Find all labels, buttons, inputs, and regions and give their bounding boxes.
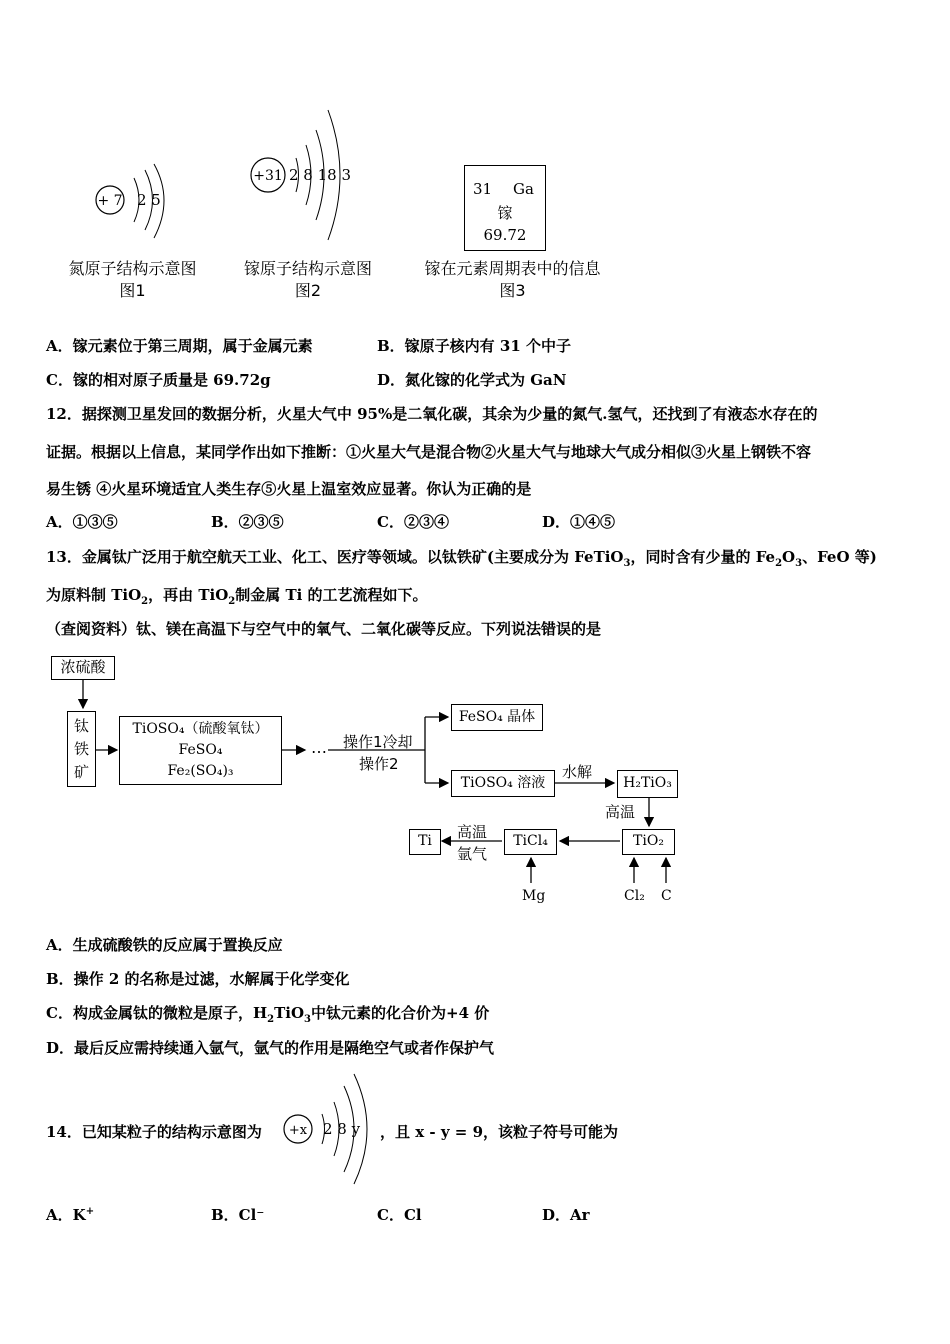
gallium-shells: 2 8 18 3 [289, 166, 352, 184]
q13-option-b: B．操作 2 的名称是过滤，水解属于化学变化 [46, 970, 350, 988]
q14-option-b: B．Cl⁻ [211, 1206, 265, 1224]
gallium-periodic-cell [464, 165, 546, 251]
q14-option-d: D．Ar [542, 1206, 590, 1224]
q11-option-a: A．镓元素位于第三周期，属于金属元素 [46, 337, 313, 355]
particle-structure-diagram [282, 1072, 382, 1187]
q13-stem-line1: 13．金属钛广泛用于航空航天工业、化工、医疗等领域。以钛铁矿(主要成分为 FeTiO$_3$，同时含有少量的 $Fe_2O_3$、FeO 等) [46, 548, 877, 569]
q12-stem-line1: 12．据探测卫星发回的数据分析，火星大气中 95%是二氧化碳，其余为少量的氮气.氢气，还找到了有液态水存在的 [46, 405, 818, 423]
sulfate-mixture-box: TiOSO₄（硫酸氧钛） FeSO₄ Fe₂(SO₄)₃ [119, 716, 282, 785]
sulfuric-acid-box: 浓硫酸 [51, 656, 115, 680]
q11-option-c: C．镓的相对原子质量是 69.72g [46, 371, 271, 389]
q12-option-c: C．②③④ [377, 513, 449, 531]
ellipsis: … [311, 738, 327, 757]
q14-stem-prefix: 14．已知某粒子的结构示意图为 [46, 1123, 262, 1141]
q13-option-d: D．最后反应需持续通入氩气，氩气的作用是隔绝空气或者作保护气 [46, 1039, 495, 1057]
tioso4-solution-box: TiOSO₄ 溶液 [451, 770, 555, 797]
q12-option-d: D．①④⑤ [542, 513, 616, 531]
gallium-atom-diagram [248, 100, 368, 250]
q12-option-b: B．②③⑤ [211, 513, 284, 531]
fig3-label: 图3 [499, 281, 526, 300]
hydrolysis-label: 水解 [562, 763, 593, 781]
atomic-mass: 69.72 [483, 226, 527, 244]
h2tio3-box: H₂TiO₃ [617, 770, 678, 798]
feso4-crystal-box: FeSO₄ 晶体 [451, 704, 543, 731]
element-name: 镓 [497, 204, 513, 222]
q13-option-c: C．构成金属钛的微粒是原子，$H_2TiO_3$中钛元素的化合价为+4 价 [46, 1004, 490, 1025]
q12-option-a: A．①③⑤ [46, 513, 118, 531]
atomic-number: 31 [473, 180, 493, 198]
nitrogen-atom-diagram [90, 160, 180, 250]
operation2-label: 操作2 [359, 755, 399, 773]
q14-stem-suffix: ，且 x - y = 9，该粒子符号可能为 [380, 1123, 619, 1141]
particle-nucleus: +x [288, 1123, 308, 1138]
fig1-caption: 氮原子结构示意图 [68, 259, 197, 278]
fig2-label: 图2 [294, 281, 322, 300]
mg-label: Mg [522, 888, 546, 904]
nitrogen-nucleus: + 7 [97, 193, 123, 209]
q12-stem-line2: 证据。根据以上信息，某同学作出如下推断：①火星大气是混合物②火星大气与地球大气成分相似③火星上钢铁不容 [46, 443, 812, 461]
fig1-label: 图1 [119, 281, 146, 300]
q13-stem-line3: （查阅资料）钛、镁在高温下与空气中的氧气、二氧化碳等反应。下列说法错误的是 [46, 620, 602, 638]
nitrogen-shells: 2 5 [137, 191, 161, 209]
high-temp-label-1: 高温 [605, 803, 636, 821]
q11-option-b: B．镓原子核内有 31 个中子 [377, 337, 571, 355]
fig3-caption: 镓在元素周期表中的信息 [424, 259, 601, 278]
element-symbol: Ga [513, 180, 534, 198]
carbon-label: C [661, 888, 672, 904]
fig2-caption: 镓原子结构示意图 [243, 259, 372, 278]
q13-option-a: A．生成硫酸铁的反应属于置换反应 [46, 936, 283, 954]
operation1-label: 操作1冷却 [343, 733, 413, 751]
q11-option-d: D．氮化镓的化学式为 GaN [377, 371, 567, 389]
argon-label: 氩气 [457, 845, 488, 863]
cl2-label: Cl₂ [624, 888, 645, 904]
gallium-nucleus: +31 [253, 168, 283, 184]
ticl4-box: TiCl₄ [504, 829, 557, 855]
q13-stem-line2: 为原料制 TiO$_2$，再由 TiO$_2$制金属 Ti 的工艺流程如下。 [46, 586, 428, 607]
q14-option-c: C．Cl [377, 1206, 422, 1224]
high-temp-label-2: 高温 [457, 823, 488, 841]
q12-stem-line3: 易生锈 ④火星环境适宜人类生存⑤火星上温室效应显著。你认为正确的是 [46, 480, 532, 498]
ilmenite-box: 钛铁矿 [67, 711, 96, 787]
particle-shells: 2 8 y [323, 1120, 361, 1138]
q14-option-a: A．K+ [46, 1206, 95, 1224]
tio2-box: TiO₂ [622, 829, 675, 855]
titanium-box: Ti [409, 829, 441, 855]
